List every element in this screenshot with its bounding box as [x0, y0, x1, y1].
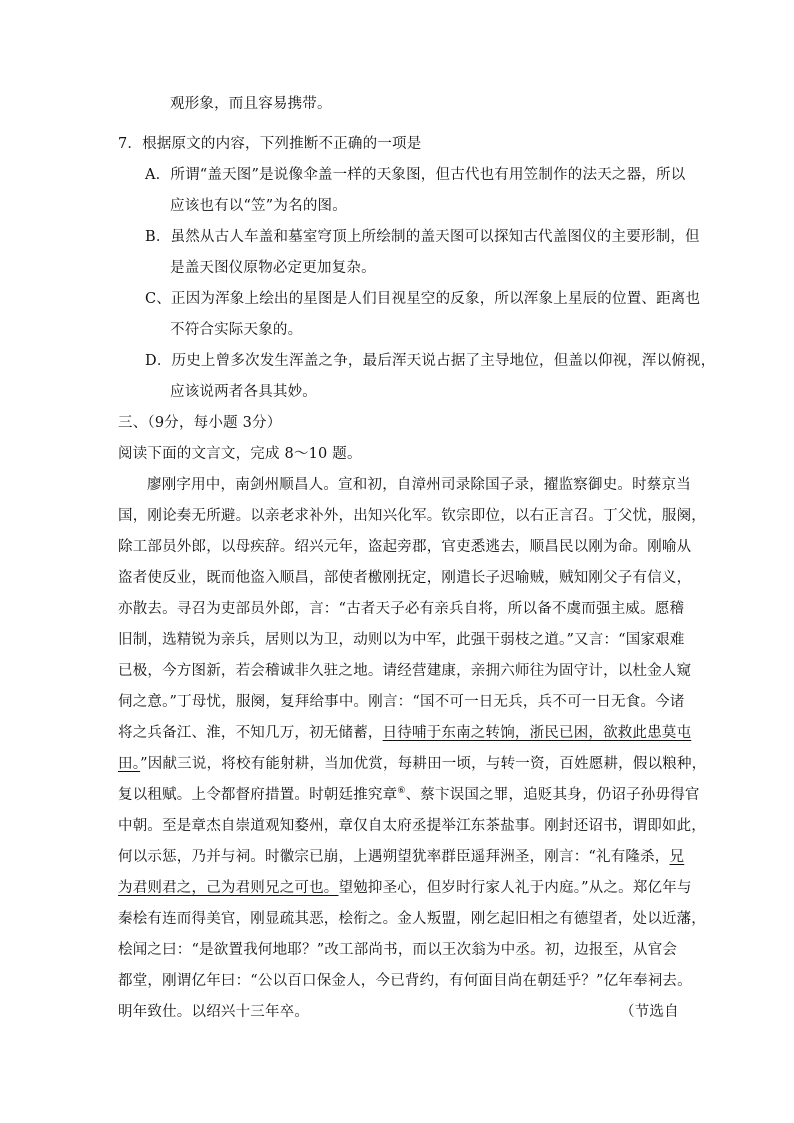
passage-line-14: [118, 878, 692, 898]
passage-line-7: 已极，今方图新，若会稽诚非久驻之地。请经营建康，亲拥六师往为固守计，以杜金人窥: [118, 663, 692, 679]
continuation-line: 观形象，而且容易携带。: [170, 96, 332, 112]
option-c-line-2: 不符合实际天象的。: [170, 322, 303, 338]
passage-line-15: 秦桧有连而得美官，刚显疏其恶，桧衔之。金人叛盟，刚乞起旧相之有德望者，处以近藩，: [118, 911, 706, 927]
passage-line-12: 中朝。至是章杰自崇道观知婺州，章仅自太府丞提举江东茶盐事。刚封还诏书，谓即如此，: [118, 818, 706, 834]
passage-line-13-plain: 何以示惩，乃并与祠。时徽宗已崩，上遇朔望犹率群臣遥拜洲圣，刚言：“礼有隆杀，: [118, 849, 670, 865]
passage-line-16: 桧闻之曰：“是欲置我何地耶？”改工部尚书，而以王次翁为中丞。初，边报至，从官会: [118, 942, 678, 958]
passage-line-18: 明年致仕。以绍兴十三年卒。: [118, 1004, 310, 1020]
passage-line-11-part-2: 、蔡卞误国之罪，追贬其身，仍诏子孙毋得官: [405, 787, 700, 803]
passage-line-4: 盗者使反业，既而他盗入顺昌，部使者檄刚抚定，刚遣长子迟喻贼，贼知刚父子有信义，: [118, 570, 692, 586]
passage-line-10: [118, 754, 706, 774]
passage-line-2: 国，刚论奏无所避。以亲老求补外，出知兴化军。钦宗即位，以右正言召。丁父忧，服阕，: [118, 508, 706, 524]
passage-line-14-plain: 望勉抑圣心，但岁时行家人礼于内庭。”从之。郑亿年与: [338, 880, 692, 896]
underlined-sentence-2-part-2: 为君则君之，己为君则兄之可也。: [118, 880, 339, 896]
underlined-sentence-2-part-1: 兄: [669, 849, 685, 865]
underlined-sentence-1-part-1: 日待哺于东南之转饷，浙民已困，欲救此患莫屯: [382, 725, 692, 741]
passage-line-17: 都堂，刚谓亿年曰：“公以百口保金人，今已背约，有何面目尚在朝廷乎？”亿年奉祠去。: [118, 973, 692, 989]
passage-line-11-part-1: 复以租赋。上令都督府措置。时朝廷推究章: [118, 787, 398, 803]
option-b-line-1: B．虽然从古人车盖和墓室穹顶上所绘制的盖天图可以探知古代盖图仪的主要形制，但: [145, 229, 700, 245]
passage-line-13: [118, 847, 684, 867]
passage-line-6: 旧制，选精锐为亲兵，居则以为卫，动则以为中军，此强干弱枝之道。”又言：“国家艰难: [118, 632, 685, 648]
option-c-line-1: C、正因为浑象上绘出的星图是人们目视星空的反象，所以浑象上星辰的位置、距离也: [145, 291, 701, 307]
underlined-sentence-1-part-2: 田。: [118, 756, 141, 772]
option-b-line-2: 是盖天图仪原物必定更加复杂。: [170, 260, 376, 276]
section-3-header: 三、（9分，每小题 3分）: [118, 415, 282, 431]
passage-line-3: 除工部员外郎，以母疾辞。绍兴元年，盗起旁郡，官吏悉逃去，顺昌民以刚为命。刚喻从: [118, 539, 692, 555]
source-note: （节选自: [620, 1004, 679, 1020]
option-d-line-2: 应该说两者各具其妙。: [170, 384, 317, 400]
option-d-line-1: D．历史上曾多次发生浑盖之争，最后浑天说占据了主导地位，但盖以仰视，浑以俯视，: [145, 353, 716, 369]
passage-line-10-plain: ”因献三说，将校有能射耕，当加优赏，每耕田一顷，与转一资，百姓愿耕，假以粮种，: [140, 756, 707, 772]
footnote-marker: ⑥: [397, 786, 406, 797]
section-3-instruction: 阅读下面的文言文，完成 8～10 题。: [118, 446, 362, 462]
option-a-line-1: A．所谓“盖天图”是说像伞盖一样的天象图，但古代也有用笠制作的法天之器，所以: [145, 167, 686, 183]
passage-line-9-plain: 将之兵备江、淮，不知几万，初无储蓄，: [118, 725, 383, 741]
passage-line-8: 伺之意。”丁母忧，服阕，复拜给事中。刚言：“国不可一日无兵，兵不可一日无食。今诸: [118, 694, 685, 710]
passage-line-5: 亦散去。寻召为吏部员外郎，言：“古者天子必有亲兵自将，所以备不虞而强主威。愿稽: [118, 601, 685, 617]
question-7-stem: 7．根据原文的内容，下列推断不正确的一项是: [118, 136, 422, 152]
passage-line-1: 廖刚字用中，南剑州顺昌人。宣和初，自漳州司录除国子录，擢监察御史。时蔡京当: [147, 477, 691, 493]
passage-line-9: [118, 723, 691, 743]
option-a-line-2: 应该也有以“笠”为名的图。: [170, 198, 347, 214]
passage-line-11: [118, 785, 700, 805]
